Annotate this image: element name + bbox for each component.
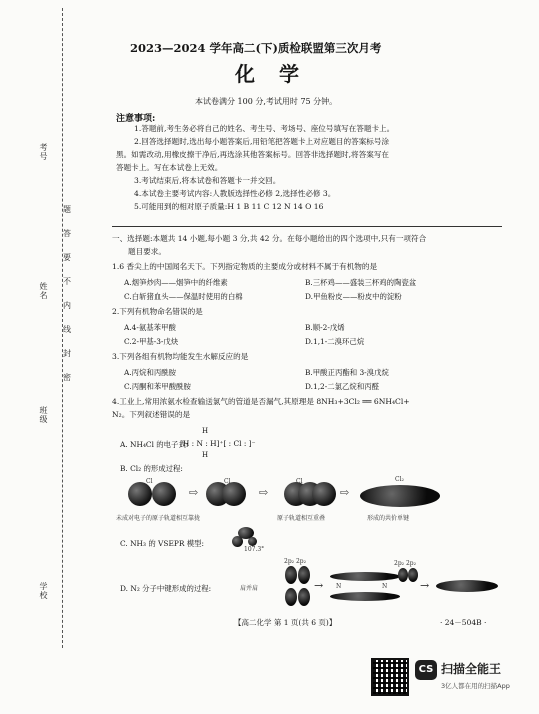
exam-info: 本试卷满分 100 分,考试用时 75 分钟。 xyxy=(195,97,338,106)
note-item: 4.本试卷主要考试内容:人教版选择性必修 2,选择性必修 3。 xyxy=(134,189,336,198)
note-item: 2.回答选择题时,选出每小题答案后,用铅笔把答题卡上对应题目的答案标号涂 xyxy=(134,137,390,146)
p-orbital-icon xyxy=(298,566,310,584)
electron-h-bottom: H xyxy=(202,451,209,459)
right-arrow-icon: → xyxy=(420,579,430,592)
q2-option-c: C.2-甲基-3-戊炔 xyxy=(124,337,179,346)
question-1-stem: 1.6 香尖上的中国闻名天下。下列指定物质的主要成分或材料不属于有机物的是 xyxy=(112,262,378,271)
atom-icon xyxy=(248,537,257,546)
class-label: 班级 xyxy=(39,406,48,424)
question-4-stem: N₂。下列叙述错误的是 xyxy=(112,410,191,419)
right-arrow-icon: ⇨ xyxy=(259,486,269,499)
q1-option-b: B.三杯鸡——盛装三杯鸡的陶瓷盆 xyxy=(305,278,417,287)
note-item: 答题卡上。写在本试卷上无效。 xyxy=(116,163,223,172)
kaohao-label: 考号 xyxy=(39,143,48,161)
q2-option-d: D.1,1-二溴环己烷 xyxy=(305,337,365,346)
q4-option-a: A. NH₄Cl 的电子式: xyxy=(120,440,189,449)
q1-option-a: A.烟笋炒肉——烟笋中的纤维素 xyxy=(124,278,228,287)
cl-orbital-icon xyxy=(222,482,246,506)
page-number: 【高二化学 第 1 页(共 6 页)】 xyxy=(234,618,337,627)
question-4-stem: 4.工业上,常用浓氨水检查输送氯气的管道是否漏气,其原理是 8NH₃+3Cl₂ ══ 6NH₄Cl+ xyxy=(112,397,410,406)
question-3-stem: 3.下列各组有机物均能发生水解反应的是 xyxy=(112,352,249,361)
qr-code-icon xyxy=(371,658,409,696)
q1-option-c: C.白斩猪血头——保温时使用的白棉 xyxy=(124,292,243,301)
cl-orbital-icon xyxy=(312,482,336,506)
question-2-stem: 2.下列有机物命名错误的是 xyxy=(112,307,203,316)
right-arrow-icon: ⇨ xyxy=(189,486,199,499)
q4-option-c: C. NH₃ 的 VSEPR 模型: xyxy=(120,539,205,548)
cl-orbital-icon xyxy=(128,482,152,506)
q3-option-c: C.丙酮和苯甲酸酰胺 xyxy=(124,382,191,391)
n-label: N xyxy=(382,583,388,590)
seal-char: 线 xyxy=(63,325,71,334)
seal-char: 内 xyxy=(63,301,71,310)
q2-option-b: B.顺-2-戊烯 xyxy=(305,323,345,332)
pi-bond-icon xyxy=(330,572,400,581)
p-orbital-icon xyxy=(285,566,297,584)
camscanner-logo-icon: CS xyxy=(415,660,437,680)
cl2-bond-icon xyxy=(360,485,440,507)
cl2-label: Cl₂ xyxy=(395,476,404,483)
cl-label: Cl xyxy=(146,478,153,485)
q3-option-a: A.丙烷和丙酰胺 xyxy=(124,368,177,377)
right-arrow-icon: → xyxy=(314,579,324,592)
q2-option-a: A.4-氨基苯甲酸 xyxy=(124,323,176,332)
name-label: 姓名 xyxy=(39,282,48,300)
seal-char: 封 xyxy=(63,349,71,358)
orbital-label: 2p₂ 2p₂ xyxy=(284,558,307,565)
cl2-caption: 未成对电子的原子轨道相互靠拢 xyxy=(116,515,201,522)
q4-option-b: B. Cl₂ 的形成过程: xyxy=(120,464,183,473)
section-heading: 一、选择题:本题共 14 小题,每小题 3 分,共 42 分。在每小题给出的四个选项中,只有一项符合 xyxy=(112,234,427,243)
p-orbital-icon xyxy=(398,568,408,582)
scanner-tagline: 3亿人都在用的扫描App xyxy=(441,682,510,690)
side-by-side-label: 肩并肩 xyxy=(240,585,259,592)
seal-char: 不 xyxy=(63,277,71,286)
n-label: N xyxy=(336,583,342,590)
notes-title: 注意事项: xyxy=(116,114,156,124)
note-item: 5.可能用到的相对原子质量:H 1 B 11 C 12 N 14 O 16 xyxy=(134,202,324,211)
section-divider xyxy=(112,226,502,227)
pi-bond-icon xyxy=(330,592,400,601)
note-item: 1.答题前,考生务必将自己的姓名、考生号、考场号、座位号填写在答题卡上。 xyxy=(134,124,395,133)
p-orbital-icon xyxy=(298,588,310,606)
seal-char: 密 xyxy=(63,373,71,382)
cl2-caption: 原子轨道相互重叠 xyxy=(277,515,326,522)
electron-formula: [H : N : H]⁺[ : Cl : ]⁻ xyxy=(180,439,256,448)
scanner-app-name: 扫描全能王 xyxy=(441,662,502,676)
bond-angle: 107.3° xyxy=(244,546,265,553)
school-label: 学校 xyxy=(39,582,48,600)
paper-code: · 24－504B · xyxy=(440,618,487,627)
p-orbital-icon xyxy=(285,588,297,606)
q4-option-d: D. N₂ 分子中键形成的过程: xyxy=(120,584,212,593)
note-item: 黑。如需改动,用橡皮擦干净后,再选涂其他答案标号。回答非选择题时,将答案写在 xyxy=(116,150,390,159)
seal-char: 题 xyxy=(63,205,71,214)
atom-icon xyxy=(232,536,243,547)
q3-option-b: B.甲酸正丙酯和 3-溴戊烷 xyxy=(305,368,389,377)
seal-char: 答 xyxy=(63,229,71,238)
right-arrow-icon: ⇨ xyxy=(340,486,350,499)
seal-text xyxy=(63,205,73,397)
q1-option-d: D.甲鱼粉皮——粉皮中的淀粉 xyxy=(305,292,402,301)
cl-orbital-icon xyxy=(152,482,176,506)
section-heading: 题目要求。 xyxy=(128,247,166,256)
note-item: 3.考试结束后,将本试卷和答题卡一并交回。 xyxy=(134,176,281,185)
cl-label: Cl xyxy=(296,478,303,485)
cl2-caption: 形成的共价单键 xyxy=(367,515,410,522)
orbital-label: 2p₂ 2p₂ xyxy=(394,560,417,567)
subject-title: 化学 xyxy=(235,62,323,86)
electron-h-top: H xyxy=(202,427,209,435)
p-orbital-icon xyxy=(408,568,418,582)
exam-title: 2023—2024 学年高二(下)质检联盟第三次月考 xyxy=(130,41,382,55)
q3-option-d: D.1,2-二氯乙烷和丙醛 xyxy=(305,382,379,391)
bond-icon xyxy=(436,580,498,592)
cl-label: Cl xyxy=(224,478,231,485)
seal-char: 要 xyxy=(63,253,71,262)
